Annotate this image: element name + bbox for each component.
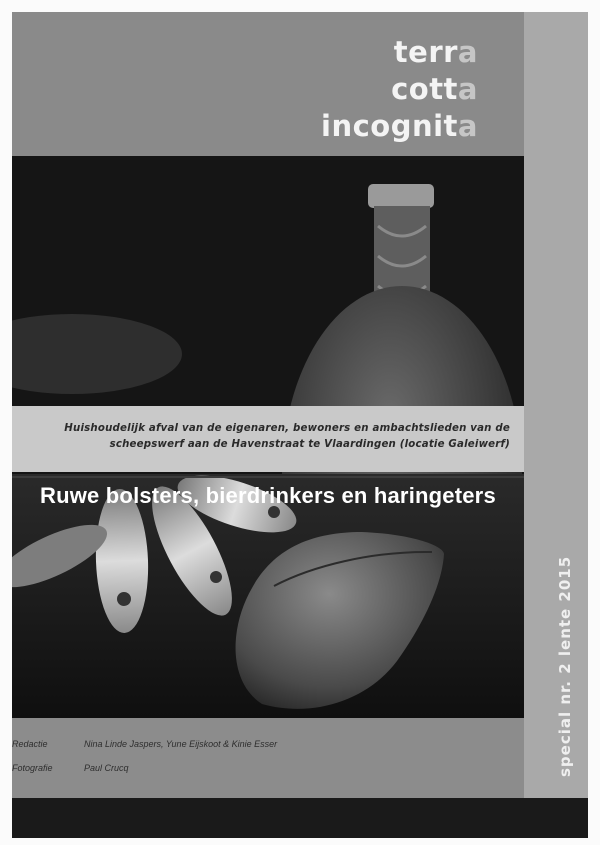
photo-value: Paul Crucq bbox=[84, 763, 129, 773]
editors-value: Nina Linde Jaspers, Yune Eijskoot & Kinie Esser bbox=[84, 739, 278, 749]
cover-title: Ruwe bolsters, bierdrinkers en haringeters bbox=[40, 483, 496, 508]
credits-block bbox=[12, 718, 524, 798]
footer-band bbox=[12, 798, 588, 838]
magazine-cover bbox=[12, 12, 588, 838]
logo-line-incognita: incognita bbox=[321, 109, 478, 143]
subtitle-line-1: Huishoudelijk afval van de eigenaren, bewoners en ambachtslieden van de bbox=[64, 423, 510, 434]
subtitle-band bbox=[12, 406, 524, 472]
logo-line-cotta: cotta bbox=[391, 72, 478, 106]
edition-label: special nr. 2 lente 2015 bbox=[556, 555, 574, 777]
subtitle-line-2: scheepswerf aan de Havenstraat te Vlaardingen (locatie Galeiwerf) bbox=[109, 439, 510, 450]
magazine-logo bbox=[321, 34, 478, 145]
photo-label: Fotografie bbox=[12, 763, 53, 773]
cover-subtitle bbox=[64, 421, 510, 453]
editors-label: Redactie bbox=[12, 739, 48, 749]
logo-line-terra: terra bbox=[393, 35, 478, 69]
cover-header bbox=[12, 12, 524, 156]
